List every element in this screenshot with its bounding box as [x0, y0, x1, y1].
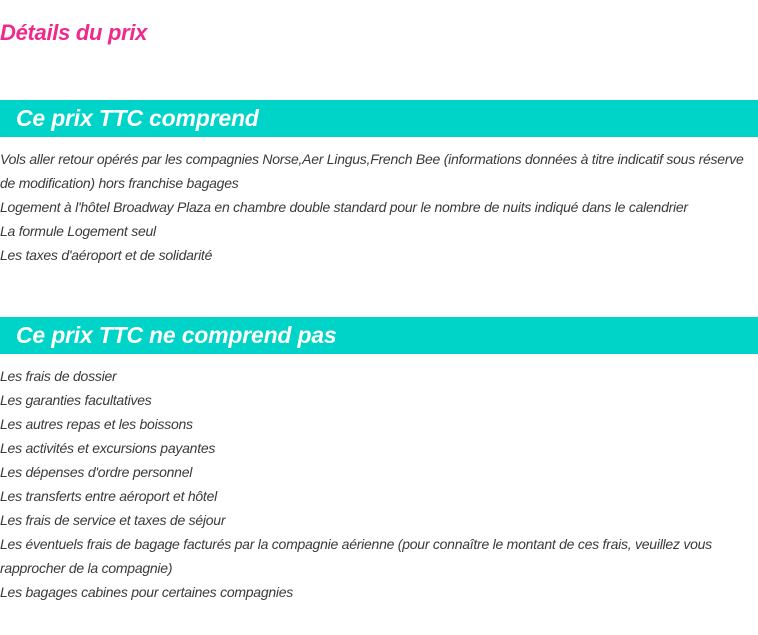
excludes-section-header	[0, 317, 758, 354]
page-title: Détails du prix	[0, 20, 148, 45]
excludes-item: Les activités et excursions payantes	[0, 440, 216, 456]
excludes-item: Les frais de service et taxes de séjour	[0, 512, 226, 528]
includes-section-header	[0, 100, 758, 137]
excludes-item: Les autres repas et les boissons	[0, 416, 193, 432]
includes-item: Vols aller retour opérés par les compagnies Norse,Aer Lingus,French Bee (informations données à titre indicatif sous réserve de modification) hors franchise bagages	[0, 151, 744, 191]
excludes-item: Les dépenses d'ordre personnel	[0, 464, 193, 480]
includes-heading: Ce prix TTC comprend	[16, 105, 259, 131]
includes-item: Les taxes d'aéroport et de solidarité	[0, 247, 213, 263]
includes-item: Logement à l'hôtel Broadway Plaza en chambre double standard pour le nombre de nuits indiqué dans le calendrier	[0, 199, 688, 215]
excludes-list	[0, 364, 758, 604]
excludes-item: Les éventuels frais de bagage facturés par la compagnie aérienne (pour connaître le montant de ces frais, veuillez vous rapprocher de la compagnie)	[0, 536, 712, 576]
excludes-item: Les garanties facultatives	[0, 392, 152, 408]
excludes-item: Les bagages cabines pour certaines compagnies	[0, 584, 294, 600]
excludes-item: Les transferts entre aéroport et hôtel	[0, 488, 217, 504]
includes-list	[0, 147, 758, 267]
excludes-heading: Ce prix TTC ne comprend pas	[16, 322, 337, 348]
includes-item: La formule Logement seul	[0, 223, 156, 239]
excludes-item: Les frais de dossier	[0, 368, 117, 384]
